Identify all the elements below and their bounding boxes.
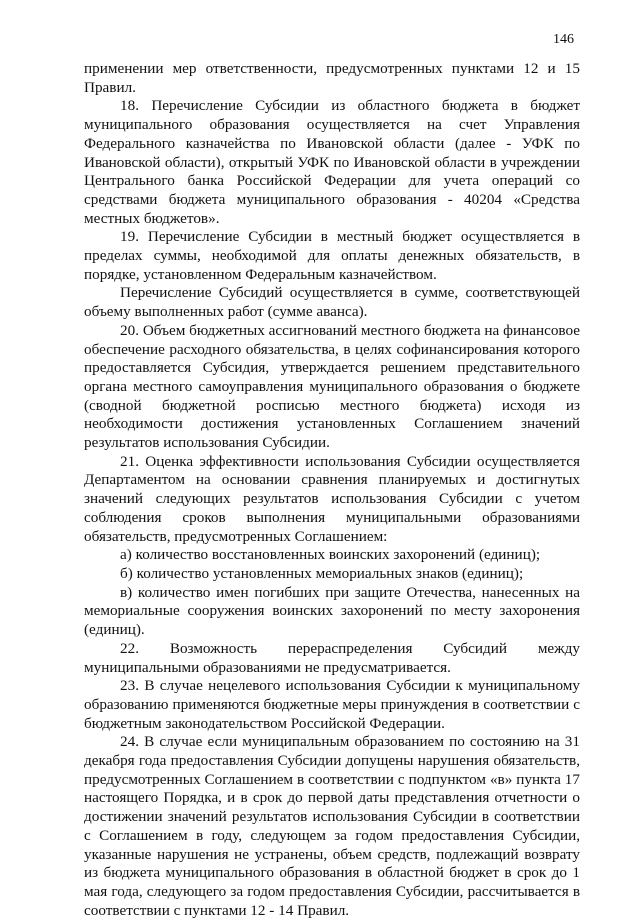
- paragraph-19-transfer-amount: Перечисление Субсидий осуществляется в сумме, соответствующей объему выполненных работ (сумме аванса).: [84, 284, 580, 321]
- paragraph-21: 21. Оценка эффективности использования Субсидии осуществляется Департаментом на основании сравнения планируемых и достигнутых значений следующих результатов использования Субсидии с учетом соблюдения сроков выполнения муниципальными образованиями обязательств, предусмотренных Соглашением:: [84, 452, 580, 545]
- paragraph-24: 24. В случае если муниципальным образованием по состоянию на 31 декабря года предоставления Субсидии допущены нарушения обязательств, предусмотренных Соглашением в соответствии с подпунктом «в» пункта 17 настоящего Порядка, и в срок до первой даты представления отчетности о достижении значений результатов использования Субсидии в соответствии с Соглашением в году, следующем за годом предоставления Субсидии, указанные нарушения не устранены, объем средств, подлежащий возврату из бюджета муниципального образования в областной бюджет в срок до 1 мая года, следующего за годом предоставления Субсидии, рассчитывается в соответствии с пунктами 12 - 14 Правил.: [84, 733, 580, 919]
- paragraph-22: 22. Возможность перераспределения Субсидий между муниципальными образованиями не предусматривается.: [84, 639, 580, 676]
- continuation-paragraph: применении мер ответственности, предусмотренных пунктами 12 и 15 Правил.: [84, 60, 580, 96]
- document-body: [84, 60, 580, 920]
- paragraph-19: 19. Перечисление Субсидии в местный бюджет осуществляется в пределах суммы, необходимой для оплаты денежных обязательств, в порядке, установленном Федеральным казначейством.: [84, 228, 580, 283]
- paragraph-18: 18. Перечисление Субсидии из областного бюджета в бюджет муниципального образования осуществляется на счет Управления Федерального казначейства по Ивановской области (далее - УФК по Ивановской области), открытый УФК по Ивановской области в учреждении Центрального банка Российской Федерации для учета операций со средствами бюджета муниципального образования - 40204 «Средства местных бюджетов».: [84, 97, 580, 227]
- list-item-b: б) количество установленных мемориальных знаков (единиц);: [120, 564, 524, 582]
- page-number: 146: [553, 32, 574, 47]
- list-item-c: в) количество имен погибших при защите Отечества, нанесенных на мемориальные сооружения воинских захоронений по месту захоронения (единиц).: [84, 583, 580, 639]
- paragraph-20: 20. Объем бюджетных ассигнований местного бюджета на финансовое обеспечение расходного обязательства, в целях софинансирования которого предоставляется Субсидия, утверждается решением представительного органа местного самоуправления муниципального образования о бюджете (сводной бюджетной росписью местного бюджета) исходя из необходимости достижения установленных Соглашением значений результатов использования Субсидии.: [84, 321, 580, 452]
- list-item-a: а) количество восстановленных воинских захоронений (единиц);: [120, 546, 541, 564]
- paragraph-23: 23. В случае нецелевого использования Субсидии к муниципальному образованию применяются бюджетные меры принуждения в соответствии с бюджетным законодательством Российской Федерации.: [84, 677, 580, 732]
